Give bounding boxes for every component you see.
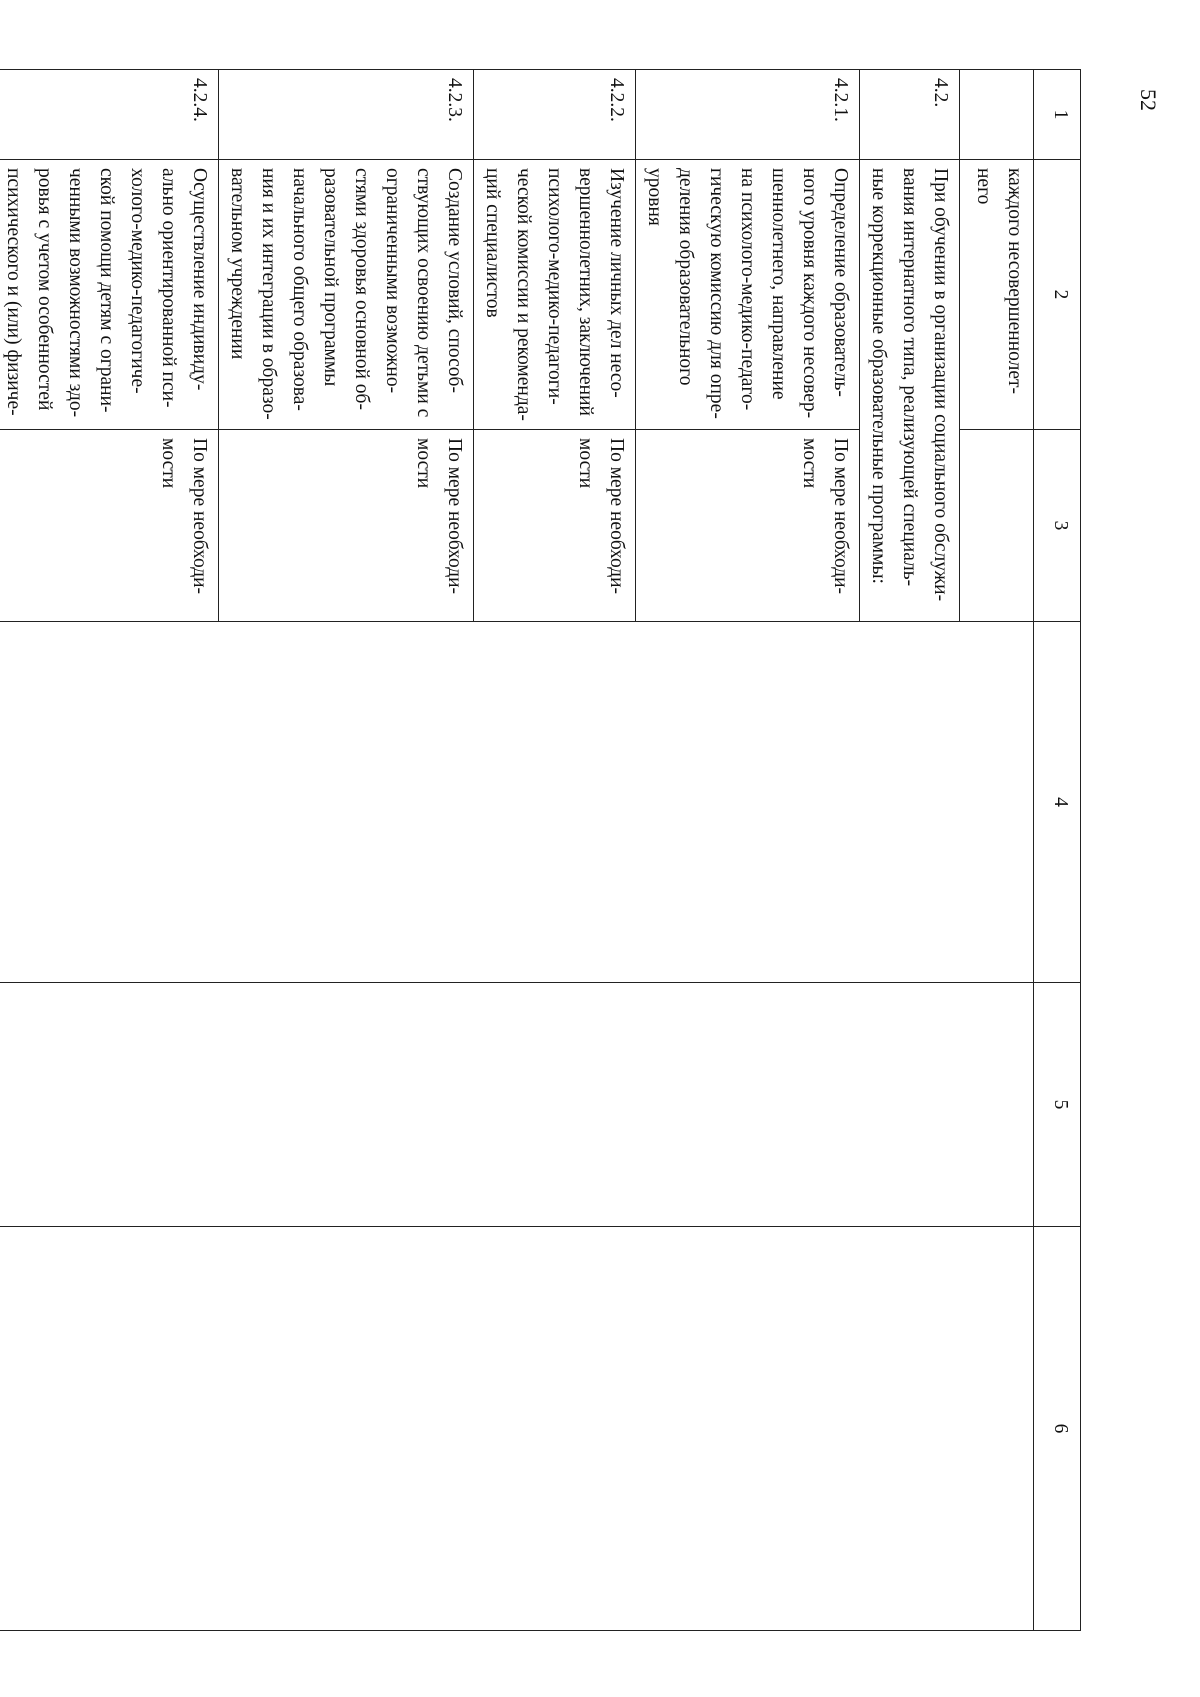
row-term-text: По мере необходи- мости — [474, 430, 636, 622]
page-number: 52 — [1136, 89, 1161, 111]
row-term-text: По мере необходи- мости — [219, 430, 474, 622]
row-term-text — [960, 430, 1034, 622]
column-6-cell — [0, 1227, 1034, 1631]
row-activity-text: Определение образователь- ного уровня каждого несовер- шеннолетнего, направление на психолого-медико-педаго- гическую комиссию для опре- деления образовательного уровня — [636, 160, 860, 430]
row-activity-text: Изучение личных дел несо- вершеннолетних, заключений психолого-медико-педагоги- ческой комиссии и рекоменда- ций специалистов — [474, 160, 636, 430]
column-header-5: 5 — [1034, 983, 1081, 1227]
table-header-row — [1034, 70, 1081, 1631]
column-5-cell — [0, 983, 1034, 1227]
row-term-text: По мере необходи- мости — [636, 430, 860, 622]
column-header-6: 6 — [1034, 1227, 1081, 1631]
column-header-1: 1 — [1034, 70, 1081, 160]
column-header-2: 2 — [1034, 160, 1081, 430]
row-number: 4.2.3. — [219, 70, 474, 160]
row-term-text: По мере необходи- мости — [0, 430, 219, 622]
rotated-table-sheet — [3, 69, 1081, 1630]
row-number: 4.2.4. — [0, 70, 219, 160]
row-activity-text: Создание условий, способ- ствующих освоению детьми с ограниченными возможно- стями здоровья основной об- разовательной программы начального общего образова- ния и их интеграции в образо- вательном учреждении — [219, 160, 474, 430]
table-row — [960, 70, 1034, 1631]
row-number: 4.2.2. — [474, 70, 636, 160]
column-header-4: 4 — [1034, 622, 1081, 983]
row-number — [960, 70, 1034, 160]
row-number: 4.2.1. — [636, 70, 860, 160]
section-heading-text: При обучении в организации социального обслужи- вания интернатного типа, реализующей специаль- ные коррекционные образовательные программы: — [860, 160, 960, 622]
column-header-3: 3 — [1034, 430, 1081, 622]
row-activity-text: каждого несовершеннолет- него — [960, 160, 1034, 430]
column-4-cell — [0, 622, 1034, 983]
row-activity-text: Осуществление индивиду- ально ориентированной пси- холого-медико-педагогиче- ской помощи детям с ограни- ченными возможностями здо- ровья с учетом особенностей психического и (или) физиче- — [0, 160, 219, 430]
row-number: 4.2. — [860, 70, 960, 160]
activity-table — [0, 69, 1081, 1631]
